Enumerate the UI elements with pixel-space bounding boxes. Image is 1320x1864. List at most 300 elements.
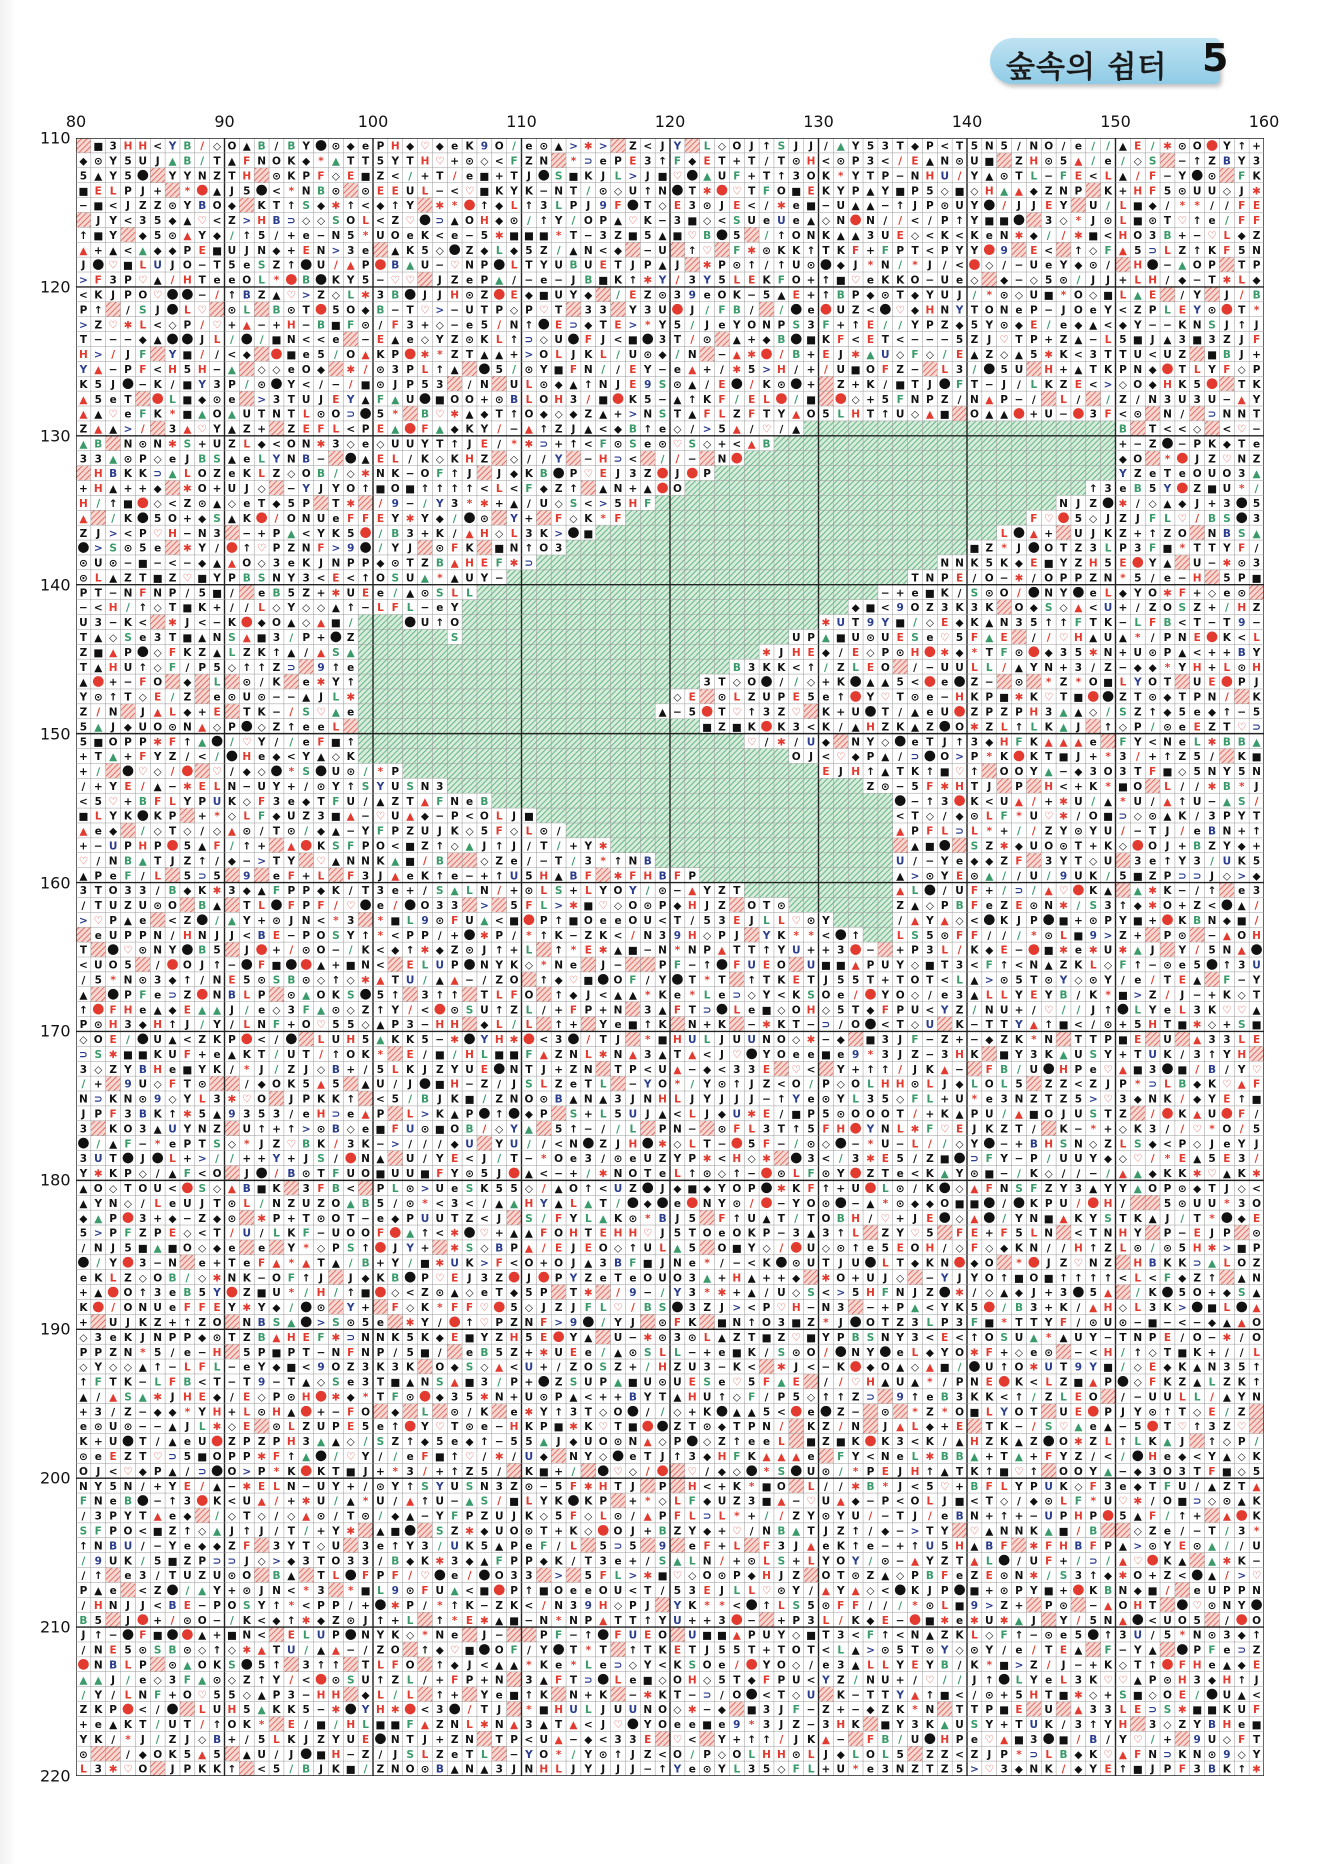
svg-text:/: /	[958, 170, 962, 182]
svg-text:K: K	[584, 170, 593, 182]
svg-text:♡: ♡	[108, 796, 117, 808]
svg-text:5: 5	[154, 230, 161, 242]
svg-text:P: P	[688, 870, 696, 882]
svg-text:K: K	[762, 275, 771, 287]
svg-text:>: >	[94, 349, 103, 361]
svg-text:U: U	[109, 840, 118, 852]
svg-text:*: *	[1194, 200, 1200, 212]
svg-text:O: O	[1193, 468, 1202, 480]
svg-text:▲: ▲	[79, 438, 88, 450]
svg-text:+: +	[703, 364, 712, 376]
svg-text:∕: ∕	[512, 275, 516, 287]
svg-text:+: +	[198, 438, 207, 450]
svg-text:U: U	[896, 855, 905, 867]
svg-text:/: /	[423, 855, 427, 867]
svg-text:T: T	[1164, 215, 1172, 227]
svg-text:Z: Z	[1223, 334, 1231, 346]
svg-text:N: N	[554, 185, 563, 197]
svg-text:P: P	[287, 885, 295, 897]
svg-text:−: −	[643, 245, 652, 257]
svg-text:◆: ◆	[584, 290, 593, 302]
svg-text:−: −	[510, 424, 519, 436]
svg-text:N: N	[1000, 230, 1009, 242]
svg-text:J: J	[140, 185, 145, 197]
svg-text:J: J	[1016, 200, 1021, 212]
svg-text:N: N	[361, 960, 370, 972]
svg-text:*: *	[378, 930, 384, 942]
svg-text:E: E	[911, 156, 918, 168]
svg-text:5: 5	[1194, 751, 1201, 763]
svg-text:N: N	[1044, 587, 1053, 599]
svg-text:L: L	[733, 692, 740, 704]
svg-text:▲: ▲	[332, 855, 341, 867]
svg-text:↑: ↑	[866, 766, 875, 778]
svg-text:K: K	[302, 558, 311, 570]
svg-text:Y: Y	[554, 453, 563, 465]
svg-text:H: H	[198, 364, 207, 376]
svg-text:3: 3	[406, 1019, 413, 1031]
svg-text:T: T	[1134, 692, 1142, 704]
svg-text:◆: ◆	[852, 751, 861, 763]
svg-text:■: ■	[925, 587, 935, 599]
svg-text:−: −	[1208, 617, 1217, 629]
svg-text:✱: ✱	[732, 364, 741, 376]
svg-text:>: >	[1104, 930, 1113, 942]
svg-text:T: T	[199, 275, 207, 287]
svg-text:3: 3	[570, 394, 577, 406]
svg-text:▲: ▲	[495, 275, 504, 287]
svg-text:O: O	[317, 945, 326, 957]
svg-text:∕: ∕	[1017, 870, 1021, 882]
svg-text:Z: Z	[124, 900, 132, 912]
svg-text:*: *	[363, 230, 369, 242]
row-label: 220	[40, 1767, 71, 1786]
svg-text:Y: Y	[153, 751, 162, 763]
svg-text:▲: ▲	[985, 617, 994, 629]
svg-text:/: /	[1002, 870, 1006, 882]
svg-text:Y: Y	[836, 185, 845, 197]
svg-text:K: K	[124, 513, 133, 525]
svg-text:U: U	[792, 945, 801, 957]
svg-text:−: −	[465, 870, 474, 882]
svg-text:>: >	[554, 900, 563, 912]
svg-text:▲: ▲	[94, 364, 103, 376]
svg-text:▲: ▲	[1104, 885, 1113, 897]
svg-text:◆: ◆	[228, 855, 237, 867]
svg-text:5: 5	[674, 319, 681, 331]
svg-text:/: /	[601, 364, 605, 376]
svg-text:N: N	[1237, 453, 1246, 465]
svg-text:+: +	[198, 1049, 207, 1061]
svg-text:■: ■	[494, 543, 504, 555]
svg-text:✱: ✱	[599, 1049, 608, 1061]
svg-text:Y: Y	[108, 781, 117, 793]
svg-text:↑: ↑	[495, 840, 504, 852]
svg-text:/: /	[958, 945, 962, 957]
svg-text:J: J	[244, 945, 249, 957]
svg-text:H: H	[1148, 275, 1157, 287]
svg-text:♡: ♡	[405, 215, 414, 227]
svg-text:▲: ▲	[79, 677, 88, 689]
svg-text:∕: ∕	[1017, 141, 1021, 153]
svg-text:◇: ◇	[852, 394, 861, 406]
svg-text:T: T	[718, 975, 726, 987]
svg-text:◆: ◆	[317, 364, 326, 376]
svg-text:F: F	[288, 900, 295, 912]
svg-text:T: T	[80, 662, 88, 674]
svg-text:K: K	[332, 275, 341, 287]
svg-text:L: L	[971, 662, 978, 674]
svg-text:P: P	[362, 840, 370, 852]
svg-text:/: /	[1076, 1004, 1080, 1016]
svg-text:5: 5	[421, 245, 428, 257]
svg-text:P: P	[926, 200, 934, 212]
svg-text:e: e	[243, 498, 250, 510]
svg-text:H: H	[955, 1049, 964, 1061]
svg-text:⊙: ⊙	[376, 379, 385, 391]
svg-text:Z: Z	[926, 721, 934, 733]
svg-text:∕: ∕	[661, 453, 665, 465]
svg-text:✱: ✱	[168, 617, 177, 629]
svg-text:O: O	[198, 483, 207, 495]
svg-text:Z: Z	[451, 349, 459, 361]
svg-text:N: N	[554, 960, 563, 972]
svg-text:▲: ▲	[614, 945, 623, 957]
svg-text:▲: ▲	[1119, 245, 1128, 257]
svg-text:5: 5	[1253, 498, 1260, 510]
svg-text:Y: Y	[450, 602, 459, 614]
svg-text:Y: Y	[1029, 766, 1038, 778]
svg-text:H: H	[287, 319, 296, 331]
svg-text:*: *	[437, 572, 443, 584]
svg-text:∕: ∕	[616, 349, 620, 361]
svg-text:P: P	[1134, 721, 1142, 733]
svg-text:H: H	[138, 840, 147, 852]
svg-text:N: N	[688, 1019, 697, 1031]
svg-text:5: 5	[971, 319, 978, 331]
svg-text:♡: ♡	[346, 900, 355, 912]
svg-text:■: ■	[1059, 1019, 1069, 1031]
svg-text:+: +	[703, 1019, 712, 1031]
svg-text:/: /	[126, 602, 130, 614]
svg-text:∕: ∕	[126, 1034, 130, 1046]
svg-text:∕: ∕	[765, 260, 769, 272]
svg-text:◇: ◇	[1030, 275, 1039, 287]
svg-text:+: +	[1133, 930, 1142, 942]
svg-text:T: T	[332, 498, 340, 510]
svg-text:B: B	[302, 275, 310, 287]
svg-text:F: F	[1149, 766, 1156, 778]
svg-text:↑: ↑	[822, 290, 831, 302]
svg-text:−: −	[1252, 617, 1261, 629]
svg-text:F: F	[570, 1004, 577, 1016]
svg-text:∕: ∕	[171, 379, 175, 391]
svg-text:T: T	[466, 349, 474, 361]
svg-text:L: L	[1001, 989, 1008, 1001]
svg-text:/: /	[334, 468, 338, 480]
svg-text:T: T	[243, 706, 251, 718]
svg-text:♡: ♡	[257, 543, 266, 555]
svg-text:3: 3	[1104, 483, 1111, 495]
svg-text:3: 3	[332, 438, 339, 450]
svg-text:◆: ◆	[510, 468, 519, 480]
svg-text:/: /	[230, 736, 234, 748]
svg-text:U: U	[213, 438, 222, 450]
svg-text:◆: ◆	[688, 156, 697, 168]
svg-text:L: L	[986, 989, 993, 1001]
svg-text:P: P	[703, 468, 711, 480]
svg-text:■: ■	[687, 215, 697, 227]
svg-text:▲: ▲	[718, 945, 727, 957]
svg-text:■: ■	[182, 349, 192, 361]
svg-text:▲: ▲	[970, 349, 979, 361]
svg-text:∕: ∕	[185, 662, 189, 674]
svg-text:O: O	[1044, 141, 1053, 153]
svg-text:F: F	[822, 319, 829, 331]
svg-text:◇: ◇	[302, 215, 311, 227]
svg-text:Z: Z	[1089, 498, 1097, 510]
svg-text:K: K	[866, 379, 875, 391]
svg-text:N: N	[1044, 1034, 1053, 1046]
svg-text:−: −	[435, 185, 444, 197]
svg-text:E: E	[1030, 989, 1037, 1001]
svg-text:∕: ∕	[824, 141, 828, 153]
svg-text:9: 9	[867, 617, 874, 629]
svg-text:◆: ◆	[1149, 200, 1158, 212]
svg-text:P: P	[391, 1019, 399, 1031]
svg-text:/: /	[750, 379, 754, 391]
svg-text:T: T	[1075, 855, 1083, 867]
svg-text:*: *	[1076, 215, 1082, 227]
svg-text:<: <	[896, 334, 905, 346]
svg-text:Z: Z	[911, 1049, 919, 1061]
svg-text:⊙: ⊙	[525, 364, 534, 376]
svg-text:◇: ◇	[317, 215, 326, 227]
svg-text:K: K	[584, 513, 593, 525]
svg-text:F: F	[1179, 587, 1186, 599]
svg-text:K: K	[1030, 751, 1039, 763]
svg-text:L: L	[526, 826, 533, 838]
svg-text:◇: ◇	[777, 1004, 786, 1016]
svg-text:L: L	[585, 1049, 592, 1061]
svg-text:3: 3	[971, 602, 978, 614]
svg-text:✱: ✱	[361, 975, 370, 987]
svg-text:◇: ◇	[1208, 1019, 1217, 1031]
svg-text:B: B	[124, 855, 132, 867]
svg-text:∕: ∕	[1151, 796, 1155, 808]
svg-text:Y: Y	[1222, 766, 1231, 778]
svg-text:<: <	[599, 989, 608, 1001]
svg-text:−: −	[361, 811, 370, 823]
svg-text:U: U	[94, 960, 103, 972]
svg-text:E: E	[733, 200, 740, 212]
svg-text:Z: Z	[733, 409, 741, 421]
svg-text:♡: ♡	[1178, 513, 1187, 525]
svg-text:e: e	[169, 453, 176, 465]
svg-text:<: <	[376, 960, 385, 972]
svg-text:P: P	[421, 930, 429, 942]
svg-text:/: /	[794, 677, 798, 689]
svg-text:K: K	[777, 721, 786, 733]
svg-text:∕: ∕	[1151, 141, 1155, 153]
svg-text:◇: ◇	[154, 498, 163, 510]
svg-text:−: −	[1015, 945, 1024, 957]
svg-text:e: e	[1179, 468, 1186, 480]
svg-text:∕: ∕	[1076, 811, 1080, 823]
svg-text:T: T	[763, 409, 771, 421]
svg-text:◇: ◇	[659, 200, 668, 212]
svg-text:<: <	[317, 572, 326, 584]
svg-text:−: −	[896, 781, 905, 793]
svg-text:Y: Y	[197, 230, 206, 242]
svg-text:U: U	[332, 1034, 341, 1046]
svg-text:✱: ✱	[183, 543, 192, 555]
svg-text:N: N	[287, 334, 296, 346]
svg-text:5: 5	[1194, 960, 1201, 972]
svg-text:U: U	[257, 781, 266, 793]
svg-text:3: 3	[124, 1019, 131, 1031]
svg-text:U: U	[837, 200, 846, 212]
svg-text:Y: Y	[1103, 1049, 1112, 1061]
svg-text:◆: ◆	[970, 855, 979, 867]
svg-text:◆: ◆	[614, 245, 623, 257]
svg-text:∕: ∕	[1180, 290, 1184, 302]
svg-text:F: F	[733, 170, 740, 182]
svg-text:B: B	[243, 572, 251, 584]
svg-text:<: <	[1089, 170, 1098, 182]
svg-text:e: e	[1119, 483, 1126, 495]
svg-text:O: O	[346, 483, 355, 495]
svg-text:L: L	[243, 438, 250, 450]
svg-text:⊙: ⊙	[762, 245, 771, 257]
svg-text:K: K	[1059, 349, 1068, 361]
svg-text:+: +	[1074, 781, 1083, 793]
svg-text:+: +	[1252, 349, 1261, 361]
svg-text:▲: ▲	[970, 989, 979, 1001]
svg-text:◇: ◇	[926, 349, 935, 361]
svg-text:<: <	[1119, 409, 1128, 421]
svg-text:T: T	[1015, 334, 1023, 346]
svg-text:K: K	[970, 558, 979, 570]
svg-text:▲: ▲	[1119, 141, 1128, 153]
svg-text:■: ■	[628, 334, 638, 346]
svg-text:K: K	[183, 647, 192, 659]
svg-text:L: L	[511, 528, 518, 540]
svg-text:P: P	[228, 1034, 236, 1046]
svg-text:■: ■	[361, 379, 371, 391]
svg-text:+: +	[955, 1034, 964, 1046]
svg-text:−: −	[1044, 170, 1053, 182]
svg-text:e: e	[1060, 319, 1067, 331]
svg-text:■: ■	[583, 975, 593, 987]
svg-text:*: *	[526, 930, 532, 942]
svg-text:K: K	[599, 930, 608, 942]
svg-text:3: 3	[763, 706, 770, 718]
svg-text:L: L	[941, 364, 948, 376]
svg-text:T: T	[362, 885, 370, 897]
svg-text:<: <	[1163, 424, 1172, 436]
svg-text:L: L	[318, 1034, 325, 1046]
svg-text:/: /	[1047, 632, 1051, 644]
svg-text:e: e	[1045, 260, 1052, 272]
svg-text:J: J	[838, 349, 843, 361]
svg-text:✱: ✱	[1148, 900, 1157, 912]
svg-text:<: <	[1119, 304, 1128, 316]
svg-text:3: 3	[793, 170, 800, 182]
svg-text:5: 5	[911, 781, 918, 793]
svg-text:5: 5	[184, 364, 191, 376]
svg-text:L: L	[243, 811, 250, 823]
svg-text:>: >	[955, 751, 964, 763]
svg-text:J: J	[615, 468, 620, 480]
svg-text:∕: ∕	[898, 706, 902, 718]
svg-text:e: e	[258, 1004, 265, 1016]
svg-text:◆: ◆	[525, 290, 534, 302]
svg-text:▲: ▲	[183, 230, 192, 242]
svg-text:3: 3	[585, 855, 592, 867]
svg-text:F: F	[882, 245, 889, 257]
svg-text:◆: ◆	[1253, 275, 1262, 287]
svg-text:U: U	[391, 811, 400, 823]
svg-text:/: /	[1166, 989, 1170, 1001]
svg-text:U: U	[465, 304, 474, 316]
svg-text:N: N	[866, 215, 875, 227]
svg-text:<: <	[599, 424, 608, 436]
svg-text:3: 3	[1164, 394, 1171, 406]
svg-text:E: E	[362, 587, 369, 599]
svg-text:+: +	[421, 528, 430, 540]
svg-text:F: F	[763, 185, 770, 197]
svg-text:5: 5	[80, 170, 87, 182]
svg-text:∕: ∕	[779, 677, 783, 689]
svg-text:▲: ▲	[1045, 960, 1054, 972]
svg-text:F: F	[1149, 513, 1156, 525]
svg-text:Y: Y	[390, 543, 399, 555]
svg-text:E: E	[674, 200, 681, 212]
svg-text:◇: ◇	[1134, 156, 1143, 168]
svg-text:J: J	[1075, 751, 1080, 763]
svg-text:Z: Z	[391, 215, 399, 227]
svg-text:N: N	[688, 349, 697, 361]
svg-text:▲: ▲	[94, 424, 103, 436]
svg-text:■: ■	[821, 960, 831, 972]
svg-text:◆: ◆	[510, 245, 519, 257]
svg-text:e: e	[110, 870, 117, 882]
svg-text:▲: ▲	[109, 647, 118, 659]
svg-text:◇: ◇	[703, 215, 712, 227]
svg-text:♡: ♡	[1044, 811, 1053, 823]
svg-text:K: K	[317, 840, 326, 852]
svg-text:▲: ▲	[703, 170, 712, 182]
svg-text:Z: Z	[421, 558, 429, 570]
svg-text:O: O	[985, 572, 994, 584]
svg-text:5: 5	[1104, 558, 1111, 570]
svg-text:B: B	[287, 975, 295, 987]
svg-text:▲: ▲	[1253, 736, 1262, 748]
svg-text:◆: ◆	[436, 513, 445, 525]
svg-text:J: J	[660, 141, 665, 153]
svg-text:Y: Y	[984, 319, 993, 331]
svg-text:K: K	[1253, 692, 1262, 704]
svg-text:◇: ◇	[718, 141, 727, 153]
svg-text:Y: Y	[1148, 558, 1157, 570]
svg-text:∕: ∕	[824, 662, 828, 674]
svg-text:F: F	[317, 543, 324, 555]
svg-text:−: −	[361, 602, 370, 614]
svg-text:U: U	[228, 483, 237, 495]
svg-text:3: 3	[555, 1034, 562, 1046]
svg-text:Z: Z	[228, 438, 236, 450]
